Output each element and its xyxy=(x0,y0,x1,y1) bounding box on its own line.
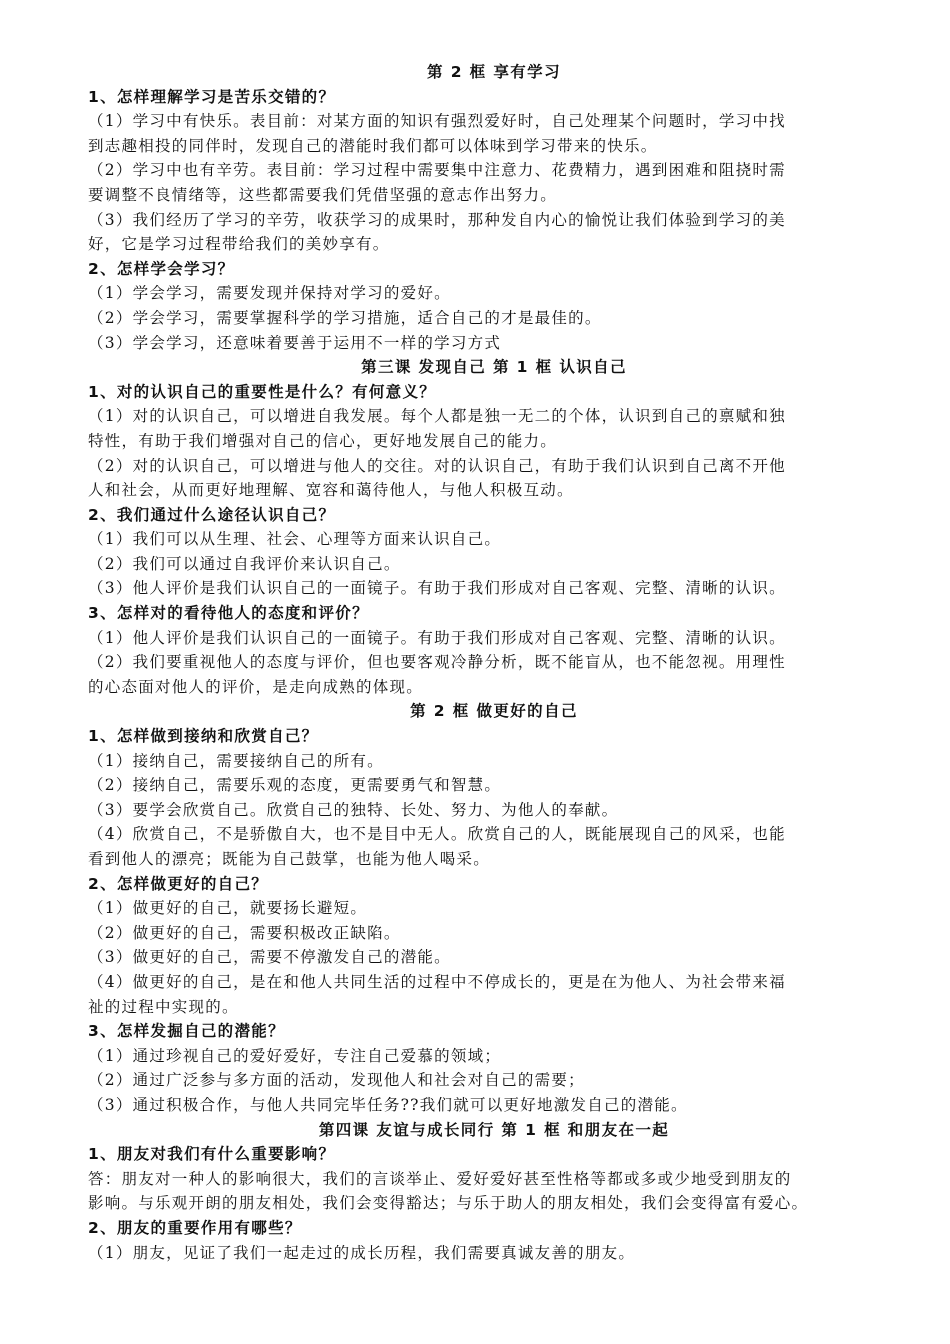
paragraph-line: （4）做更好的自己，是在和他人共同生活的过程中不停成长的，更是在为他人、为社会带来福 xyxy=(88,972,786,991)
section-heading: 第 2 框 享有学习 xyxy=(427,63,561,81)
question-line: 2、朋友的重要作用有哪些？ xyxy=(88,1218,302,1237)
question-line: 1、朋友对我们有什么重要影响？ xyxy=(88,1145,336,1164)
paragraph-line: 祉的过程中实现的。 xyxy=(88,997,239,1016)
question-line: 3、怎样对的看待他人的态度和评价？ xyxy=(88,604,369,623)
question-line: 1、对的认识自己的重要性是什么？有何意义？ xyxy=(88,382,437,401)
paragraph-line: 特性，有助于我们增强对自己的信心，更好地发展自己的能力。 xyxy=(88,431,558,450)
paragraph-line: 到志趣相投的同伴时，发现自己的潜能时我们都可以体味到学习带来的快乐。 xyxy=(88,136,658,155)
paragraph-line: 的心态面对他人的评价，是走向成熟的体现。 xyxy=(88,677,424,696)
question-line: 2、怎样做更好的自己？ xyxy=(88,874,269,893)
question-line: 3、怎样发掘自己的潜能？ xyxy=(88,1022,285,1041)
paragraph-line: （3）他人评价是我们认识自己的一面镜子。有助于我们形成对自己客观、完整、清晰的认识。 xyxy=(88,579,786,598)
paragraph-line: （2）我们可以通过自我评价来认识自己。 xyxy=(88,554,401,573)
paragraph-line: （2）学习中也有辛劳。表目前：学习过程中需要集中注意力、花费精力，遇到困难和阻挠时需 xyxy=(88,161,786,180)
paragraph-line: （2）做更好的自己，需要积极改正缺陷。 xyxy=(88,923,401,942)
paragraph-line: （3）做更好的自己，需要不停激发自己的潜能。 xyxy=(88,948,451,967)
paragraph-line: （2）接纳自己，需要乐观的态度，更需要勇气和智慧。 xyxy=(88,776,502,795)
paragraph-line: 好，它是学习过程带给我们的美妙享有。 xyxy=(88,235,390,254)
question-line: 2、我们通过什么途径认识自己？ xyxy=(88,505,336,524)
paragraph-line: （2）学会学习，需要掌握科学的学习措施，适合自己的才是最佳的。 xyxy=(88,308,602,327)
paragraph-line: （1）通过珍视自己的爱好爱好，专注自己爱慕的领域； xyxy=(88,1046,502,1065)
paragraph-line: 答：朋友对一种人的影响很大，我们的言谈举止、爱好爱好甚至性格等都或多或少地受到朋友的 xyxy=(88,1169,792,1188)
section-heading: 第四课 友谊与成长同行 第 1 框 和朋友在一起 xyxy=(318,1120,670,1139)
paragraph-line: （1）学会学习，需要发现并保持对学习的爱好。 xyxy=(88,284,451,303)
paragraph-line: （1）朋友，见证了我们一起走过的成长历程，我们需要真诚友善的朋友。 xyxy=(88,1243,636,1262)
section-heading: 第 2 框 做更好的自己 xyxy=(410,702,578,721)
question-line: 1、怎样理解学习是苦乐交错的？ xyxy=(88,87,336,106)
paragraph-line: （1）做更好的自己，就要扬长避短。 xyxy=(88,899,368,918)
paragraph-line: （3）我们经历了学习的辛劳，收获学习的成果时，那种发自内心的愉悦让我们体验到学习的美 xyxy=(88,210,786,229)
paragraph-line: （2）通过广泛参与多方面的活动，发现他人和社会对自己的需要； xyxy=(88,1071,585,1090)
paragraph-line: （3）要学会欣赏自己。欣赏自己的独特、长处、努力、为他人的奉献。 xyxy=(88,800,619,819)
paragraph-line: （1）学习中有快乐。表目前：对某方面的知识有强烈爱好时，自己处理某个问题时，学习中找 xyxy=(88,112,786,131)
paragraph-line: （1）他人评价是我们认识自己的一面镜子。有助于我们形成对自己客观、完整、清晰的认识。 xyxy=(88,628,786,647)
paragraph-line: 人和社会，从而更好地理解、宽容和蔼待他人，与他人积极互动。 xyxy=(88,481,574,500)
paragraph-line: （2）我们要重视他人的态度与评价，但也要客观冷静分析，既不能盲从，也不能忽视。用理性 xyxy=(88,653,786,672)
paragraph-line: （4）欣赏自己，不是骄傲自大，也不是目中无人。欣赏自己的人，既能展现自己的风采，也能 xyxy=(88,825,786,844)
paragraph-line: （3）通过积极合作，与他人共同完毕任务??我们就可以更好地激发自己的潜能。 xyxy=(88,1095,688,1114)
question-line: 1、怎样做到接纳和欣赏自己？ xyxy=(88,727,319,746)
paragraph-line: 要调整不良情绪等，这些都需要我们凭借坚强的意志作出努力。 xyxy=(88,185,558,204)
paragraph-line: （2）对的认识自己，可以增进与他人的交往。对的认识自己，有助于我们认识到自己离不开他 xyxy=(88,456,786,475)
paragraph-line: （1）接纳自己，需要接纳自己的所有。 xyxy=(88,751,384,770)
paragraph-line: （1）对的认识自己，可以增进自我发展。每个人都是独一无二的个体，认识到自己的禀赋和独 xyxy=(88,407,786,426)
paragraph-line: 看到他人的漂亮；既能为自己鼓掌，也能为他人喝采。 xyxy=(88,850,491,868)
question-line: 2、怎样学会学习？ xyxy=(88,259,235,278)
paragraph-line: （1）我们可以从生理、社会、心理等方面来认识自己。 xyxy=(88,530,502,549)
section-heading: 第三课 发现自己 第 1 框 认识自己 xyxy=(361,358,627,377)
paragraph-line: 影响。与乐观开朗的朋友相处，我们会变得豁达；与乐于助人的朋友相处，我们会变得富有爱心。 xyxy=(88,1194,809,1213)
paragraph-line: （3）学会学习，还意味着要善于运用不一样的学习方式 xyxy=(88,333,502,352)
